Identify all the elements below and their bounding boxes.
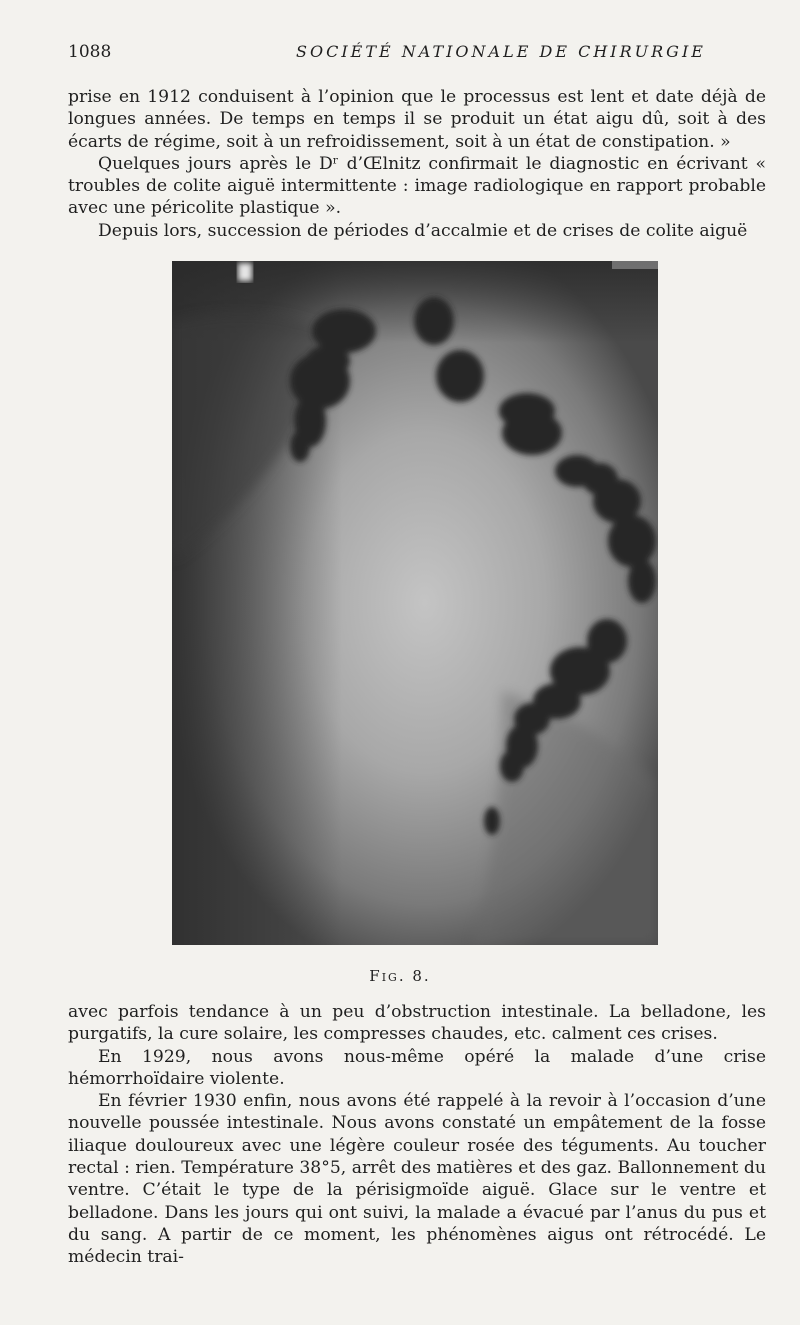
paragraph: Quelques jours après le Dʳ d’Œlnitz confirmait le diagnostic en écrivant « troubles de colite aiguë intermittente : image radiologique en rapport probable avec une péricolite plastique ». (68, 153, 766, 219)
paragraph: En février 1930 enfin, nous avons été rappelé à la revoir à l’occasion d’une nouvelle poussée intestinale. Nous avons constaté un empâtement de la fosse iliaque douloureux avec une légère couleur rosée des téguments. Au toucher rectal : rien. Température 38°5, arrêt des matières et des gaz. Ballonnement du ventre. C’était le type de la périsigmoïde aiguë. Glace sur le ventre et belladone. Dans les jours qui ont suivi, la malade a évacué par l’anus du pus et du sang. A partir de ce moment, les phénomènes aigus ont rétrocédé. Le médecin trai- (68, 1091, 766, 1268)
figure-caption: Fig. 8. (369, 967, 431, 985)
text-block-top (68, 86, 766, 242)
text-block-bottom (68, 1001, 766, 1269)
paragraph: avec parfois tendance à un peu d’obstruction intestinale. La belladone, les purgatifs, la cure solaire, les compresses chaudes, etc. calment ces crises. (68, 1002, 766, 1045)
radiograph-image (172, 261, 658, 945)
paragraph: En 1929, nous avons nous-même opéré la malade d’une crise hémorrhoïdaire violente. (68, 1046, 766, 1089)
page-header (68, 40, 764, 66)
running-title: SOCIÉTÉ NATIONALE DE CHIRURGIE (296, 42, 706, 61)
radiograph-figure (172, 261, 658, 945)
paragraph: prise en 1912 conduisent à l’opinion que le processus est lent et date déjà de longues années. De temps en temps il se produit un état aigu dû, soit à des écarts de régime, soit à un refroidissement, soit à un état de constipation. » (68, 87, 766, 152)
page-number: 1088 (68, 42, 112, 62)
paragraph: Depuis lors, succession de périodes d’accalmie et de crises de colite aiguë (98, 220, 748, 241)
